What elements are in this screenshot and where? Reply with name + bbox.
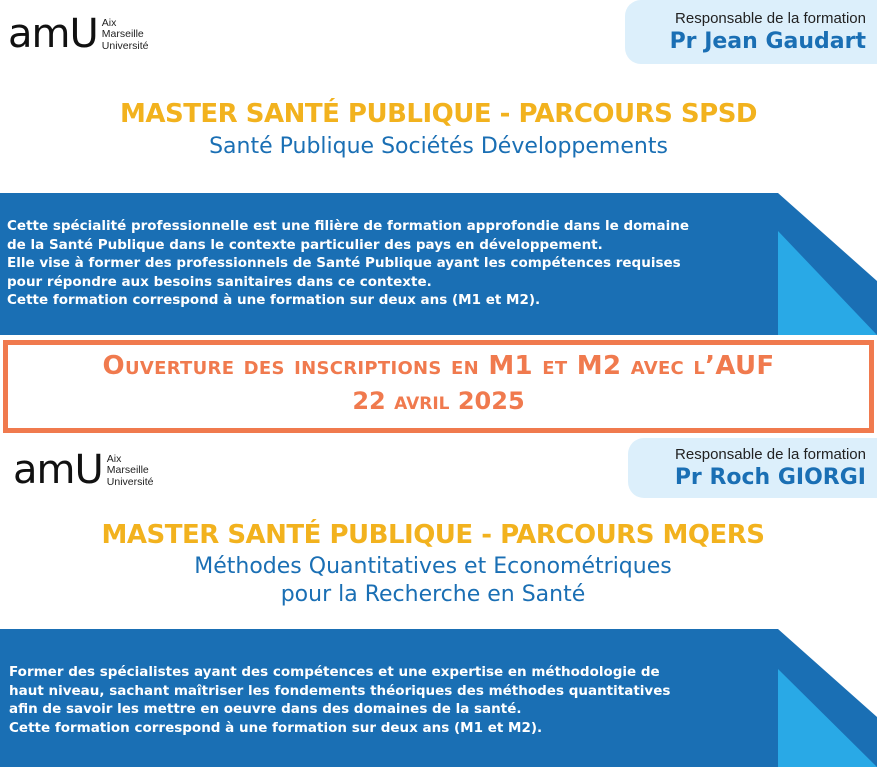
- logo-line-universite: Université: [106, 475, 154, 488]
- responsable-label: Responsable de la formation: [675, 446, 866, 463]
- subtitle-line: Méthodes Quantitatives et Econométriques: [194, 554, 672, 579]
- amu-logo-mark: amU: [13, 447, 103, 493]
- program-description: [7, 217, 689, 310]
- program-subtitle: [0, 553, 866, 609]
- responsable-name: Pr Jean Gaudart: [669, 29, 866, 54]
- amu-logo: [13, 447, 154, 493]
- program-title: MASTER SANTÉ PUBLIQUE - PARCOURS MQERS: [101, 520, 765, 550]
- responsable-label: Responsable de la formation: [675, 10, 866, 27]
- description-line: pour répondre aux besoins sanitaires dans ce contexte.: [7, 273, 432, 290]
- program-description: [9, 663, 670, 737]
- description-line: Cette formation correspond à une formation sur deux ans (M1 et M2).: [7, 292, 541, 308]
- description-line: Former des spécialistes ayant des compétences et une expertise en méthodologie de: [9, 664, 660, 680]
- logo-line-universite: Université: [101, 39, 149, 52]
- description-line: Cette spécialité professionnelle est une filière de formation approfondie dans le domaine: [7, 218, 689, 234]
- logo-line-aix: Aix: [101, 16, 117, 29]
- announcement-headline: Ouverture des inscriptions en M1 et M2 avec l’AUF: [102, 351, 775, 381]
- description-band: [0, 193, 877, 335]
- logo-line-marseille: Marseille: [106, 464, 149, 476]
- responsable-box: [628, 438, 877, 498]
- description-line: Elle vise à former des professionnels de Santé Publique ayant les compétences requises: [7, 255, 681, 271]
- program-subtitle: Santé Publique Sociétés Développements: [209, 134, 668, 159]
- description-band: [0, 629, 877, 767]
- responsable-box: [625, 0, 877, 64]
- amu-logo-text: [102, 18, 149, 55]
- description-line: afin de savoir les mettre en oeuvre dans des domaines de la santé.: [9, 701, 522, 717]
- amu-logo-text: [107, 454, 154, 491]
- responsable-name: Pr Roch GIORGI: [674, 465, 866, 490]
- logo-line-marseille: Marseille: [101, 28, 144, 40]
- description-line: haut niveau, sachant maîtriser les fondements théoriques des méthodes quantitatives: [9, 682, 671, 699]
- announcement-date: 22 avril 2025: [352, 387, 525, 415]
- logo-line-aix: Aix: [106, 452, 122, 465]
- subtitle-line: pour la Recherche en Santé: [280, 582, 586, 607]
- amu-logo-mark: amU: [8, 11, 98, 57]
- description-line: Cette formation correspond à une formation sur deux ans (M1 et M2).: [9, 719, 543, 736]
- amu-logo: [8, 11, 149, 57]
- registration-announcement: [3, 340, 874, 433]
- program-title: MASTER SANTÉ PUBLIQUE - PARCOURS SPSD: [119, 99, 758, 129]
- description-line: de la Santé Publique dans le contexte particulier des pays en développement.: [7, 236, 603, 253]
